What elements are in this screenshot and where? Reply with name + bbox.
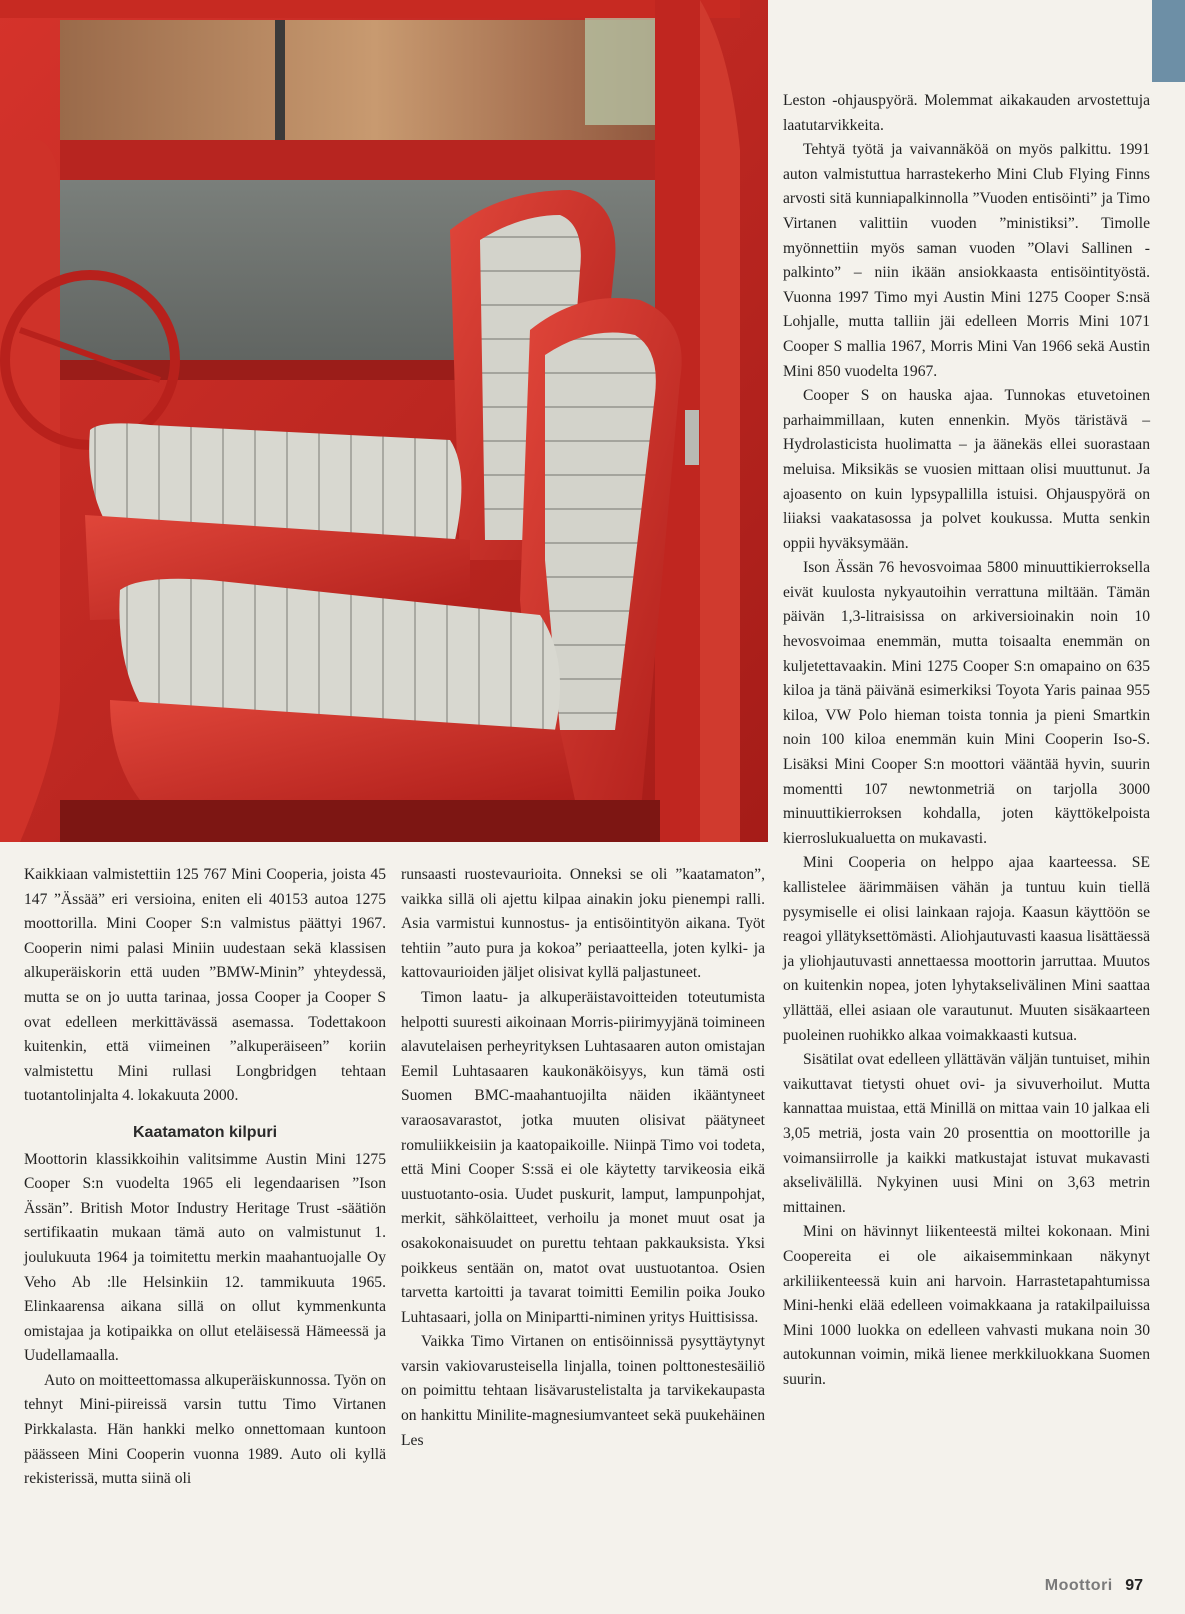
- paragraph: Leston -ohjauspyörä. Molemmat aikakauden arvostettuja laatutarvikkeita.: [783, 92, 1150, 134]
- paragraph: Cooper S on hauska ajaa. Tunnokas etuvetoinen parhaimmillaan, kuten ennenkin. Myös täristävä – Hydrolasticista huolimatta – ja äänekäs ellei suorastaan meluisa. Miksikäs se vuosien mittaan olisi muuttunut. Ja ajoasento on kuin lypsypallilla istuisi. Ohjauspyörä on liiaksi vaakatasossa ja polvet koukussa. Mutta senkin oppii hyväksymään.: [783, 387, 1150, 552]
- paragraph: runsaasti ruostevaurioita. Onneksi se oli ”kaatamaton”, vaikka sillä oli ajettu kilpaa ainakin joku pienempi ralli. Asia varmistui kunnostus- ja entisöintityön aikana. Työt tehtiin ”auto pura ja kokoa” periaatteella, joten kylki- ja kattovaurioiden jäljet olisivat kyllä paljastuneet.: [401, 866, 765, 982]
- paragraph: Tehtyä työtä ja vaivannäköä on myös palkittu. 1991 auton valmistuttua harrastekerho Mini Club Flying Finns arvosti sitä kunniapalkinnolla ”Vuoden entisöinti” ja Timo Virtanen valittiin vuoden ”ministiksi”. Timolle myönnettiin myös saman vuoden ”Olavi Sallinen -palkinto” – niin ikään ansiokkaasta entisöintityöstä. Vuonna 1997 Timo myi Austin Mini 1275 Cooper S:nsä Lohjalle, mutta talliin jäi edelleen Morris Mini 1071 Cooper S mallia 1967, Morris Mini Van 1966 sekä Austin Mini 850 vuodelta 1967.: [783, 141, 1150, 380]
- car-interior-illustration: [0, 0, 768, 842]
- paragraph: Mini Cooperia on helppo ajaa kaarteessa. SE kallistelee äärimmäisen vähän ja tuntuu kuin tiellä pysymiselle ei olisi lainkaan rajoja. Kaasun käyttöön se reagoi yllätyksettömästi. Aliohjautuvasti kaasua lisättäessä ja yliohjautuvasti annettaessa moottorin jarruttaa. Muutos on kuitenkin nopea, joten lyhytakselivälinen Mini saattaa yllättää, ellei asiaan ole varautunut. Muuten sisäkaarteen puoleinen ruohikko alkaa voimakkaasti kutsua.: [783, 854, 1150, 1044]
- article-column-left: [24, 863, 386, 1492]
- paragraph: Auto on moitteettomassa alkuperäiskunnossa. Työn on tehnyt Mini-piireissä varsin tuttu Timo Virtanen Pirkkalasta. Hän hankki melko onnettomaan kuntoon päässeen Mini Cooperin vuonna 1989. Auto oli kyllä rekisterissä, mutta siinä oli: [24, 1371, 386, 1488]
- car-interior-photo: [0, 0, 768, 842]
- paragraph: Vaikka Timo Virtanen on entisöinnissä pysyttäytynyt varsin vakiovarusteisella linjalla, toinen polttonestesäiliö on poimittu tehtaan lisävarustelistalta ja tarvikekaupasta on hankittu Minilite-magnesiumvanteet sekä puukehäinen Les: [401, 1333, 765, 1449]
- page-folio: [1045, 1577, 1143, 1595]
- paragraph: Sisätilat ovat edelleen yllättävän väljän tuntuiset, mihin vaikuttavat tietysti ohuet ovi- ja sivuverhoilut. Mutta kannattaa muistaa, että Minillä on mittaa vain 10 jalkaa eli 3,05 metriä, josta vain 20 prosenttia on moottorille ja voimansiirrolle ja kaikki matkustajat istuvat mukavasti akselivälillä. Nykyinen uusi Mini on 3,63 metrin mittainen.: [783, 1051, 1150, 1216]
- paragraph: Ison Ässän 76 hevosvoimaa 5800 minuuttikierroksella eivät kuulosta nykyautoihin verrattuna miltään. Tämän päivän 1,3-litraisissa on arkiversioinakin noin 10 hevosvoimaa enemmän, mutta toisaalta enemmän on kuljetettavaakin. Mini 1275 Cooper S:n omapaino on 635 kiloa ja tänä päivänä esimerkiksi Toyota Yaris painaa 955 kiloa, VW Polo hieman toista tonnia ja pieni Smartkin noin 100 kiloa enemmän kuin Mini Cooperin Iso-S. Lisäksi Mini Cooper S:n moottori vääntää hyvin, suurin momentti 107 newtonmetriä on tarjolla 3000 minuuttikierroksen kohdalla, joten käyttökelpoista kierroslukualuetta on mukavasti.: [783, 559, 1150, 847]
- magazine-name: Moottori: [1044, 1577, 1113, 1594]
- section-tab: [1152, 0, 1185, 82]
- paragraph: Moottorin klassikkoihin valitsimme Austin Mini 1275 Cooper S:n vuodelta 1965 eli legendaarisen ”Ison Ässän”. British Motor Industry Heritage Trust -säätiön sertifikaatin mukaan tämä auto on valmistunut 1. joulukuuta 1964 ja toimitettu merkin maahantuojalle Oy Veho Ab :lle Helsinkiin 12. tammikuuta 1965. Elinkaarensa aikana sillä on ollut kymmenkunta omistajaa ja kotipaikka on ollut eteläisessä Hämeessä ja Uudellamaalla.: [24, 1150, 386, 1365]
- page-number: 97: [1125, 1577, 1143, 1594]
- article-column-right: [783, 89, 1150, 1392]
- subheading: Kaatamaton kilpuri: [132, 1123, 278, 1141]
- paragraph: Kaikkiaan valmistettiin 125 767 Mini Cooperia, joista 45 147 ”Ässää” eri versioina, eniten eli 40153 autoa 1275 moottorilla. Mini Cooper S:n valmistus päättyi 1967. Cooperin nimi palasi Miniin uudestaan sekä klassisen alkuperäiskorin että uuden ”BMW-Minin” yhteydessä, mutta se on jo uutta tarinaa, jossa Cooper ja Cooper S ovat edelleen merkittävässä asemassa. Todettakoon kuitenkin, että viimeinen ”alkuperäiseen” koriin valmistettu Mini rullasi Longbridgen tehtaan tuotantolinjalta 4. lokakuuta 2000.: [24, 866, 386, 1105]
- article-column-middle: [401, 863, 765, 1453]
- paragraph: Mini on hävinnyt liikenteestä miltei kokonaan. Mini Coopereita ei ole aikaisemminkaan näkynyt arkiliikenteessä kuin ani harvoin. Harrastetapahtumissa Mini-henki elää edelleen voimakkaana ja ratakilpailuissa Mini 1000 luokka on edelleen vahvasti mukana noin 30 autokunnan voimin, mikä lienee merkkiluokkana Suomen suurin.: [783, 1223, 1150, 1388]
- paragraph: Timon laatu- ja alkuperäistavoitteiden toteutumista helpotti suuresti aikoinaan Morris-piirimyyjänä toimineen alavutelaisen perheyrityksen Luhtasaaren auton omistajan Eemil Luhtasaaren kaukonäköisyys, kun tämä osti Suomen BMC-maahantuojilta näiden ikääntyneet varaosavarastot, jotka muuten olisivat päätyneet romuliikkeisiin ja kaatopaikoille. Niinpä Timo voi todeta, että Mini Cooper S:ssä ei ole käytetty tarvikeosia eikä uustuotanto-osia. Uudet puskurit, lamput, lampunpohjat, merkit, sähkölaitteet, verhoilu ja monet muut osat ja osakokonaisuudet on purettu tehtaan pakkauksista. Yksi poikkeus sentään on, matot ovat uustuotantoa. Osien tarvetta kartoitti ja tavarat toimitti Eemilin poika Jouko Luhtasaari, jolla on Minipartti-niminen yritys Huittisissa.: [401, 988, 765, 1326]
